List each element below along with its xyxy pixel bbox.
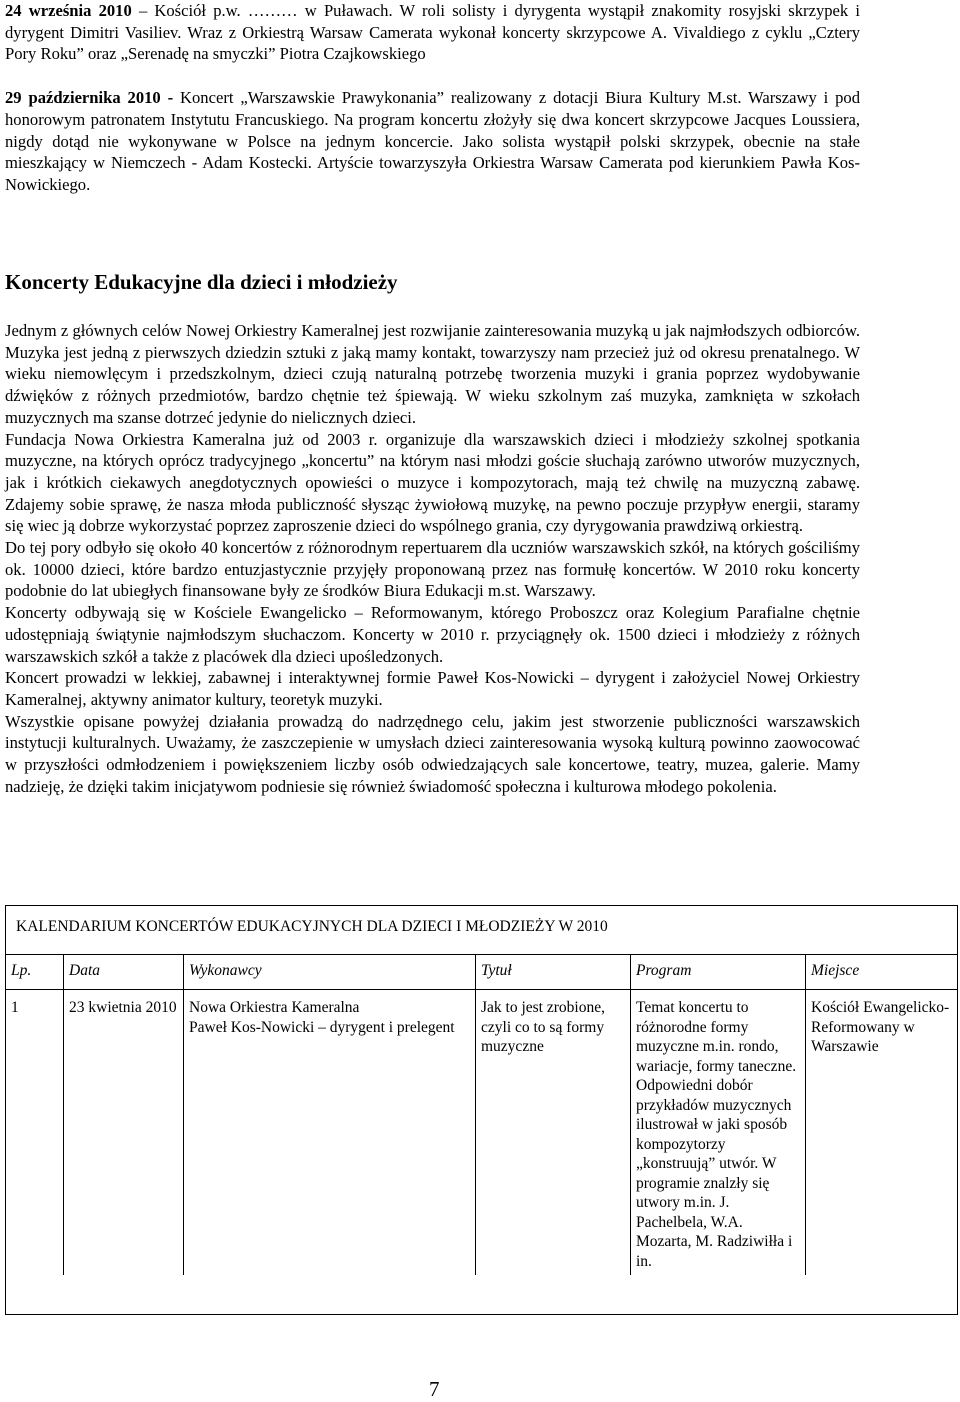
- paragraph: Jednym z głównych celów Nowej Orkiestry Kameralnej jest rozwijanie zainteresowania muzyką u jak najmłodszych odbiorców. Muzyka jest jedną z pierwszych dziedzin sztuki z jaką mamy kontakt, towarzyszy nam przecież już od okresu prenatalnego. W wieku niemowlęcym i przedszkolnym, dzieci czują naturalną potrzebę tworzenia muzyki i grania poprzez wydobywanie dźwięków z różnych przedmiotów, bardzo chętnie też śpiewają. W wieku szkolnym zaś muzyka, zamknięta w szkołach muzycznych ma szanse dotrzeć jedynie do nielicznych dzieci.: [5, 321, 860, 427]
- header-date: Data: [64, 955, 184, 990]
- concert-date: 29 października 2010 -: [5, 88, 174, 108]
- paragraph: Koncerty odbywają się w Kościele Ewangelicko – Reformowanym, którego Proboszcz oraz Kolegium Parafialne chętnie udostępniają świątynie najmłodszym słuchaczom. Koncerty w 2010 r. przyciągnęły ok. 1500 dzieci i młodzieży z różnych warszawskich szkół a także z placówek dla dzieci upośledzonych.: [5, 603, 860, 666]
- calendar-box: [5, 905, 958, 1315]
- concert-date: 24 września 2010: [5, 1, 132, 20]
- performer-line: Paweł Kos-Nowicki – dyrygent i prelegent: [189, 1018, 455, 1036]
- cell-date: 23 kwietnia 2010: [64, 990, 184, 1276]
- paragraph: Fundacja Nowa Orkiestra Kameralna już od 2003 r. organizuje dla warszawskich dzieci i młodzieży szkolnej spotkania muzyczne, na których oprócz tradycyjnego „koncertu” na którym nasi młodzi goście słuchają zarówno utworów muzycznych, jak i krótkich ciekawych anegdotycznych opowieści o muzyce i kompozytorach, mają też chwilę na muzyczną zabawę. Zdajemy sobie sprawę, że nasza młoda publiczność słysząc żywiołową muzykę, na pewno poczuje przypływ energii, staramy się wiec ją dobrze wykorzystać poprzez zaproszenie dzieci do wspólnego grania, czy dyrygowania prawdziwą orkiestrą.: [5, 429, 860, 536]
- concert-entry-vivaldi: [5, 0, 860, 65]
- header-place: Miejsce: [806, 955, 958, 990]
- concert-description: – Kościół p.w. ……… w Puławach. W roli solisty i dyrygenta wystąpił znakomity rosyjski skrzypek i dyrygent Dimitri Vasiliev. Wraz z Orkiestrą Warsaw Camerata wykonał koncerty skrzypcowe A. Vivaldiego z cyklu „Cztery Pory Roku” oraz „Serenadę na smyczki” Piotra Czajkowskiego: [5, 1, 860, 64]
- concert-list-top: [5, 0, 860, 196]
- section-heading: Koncerty Edukacyjne dla dzieci i młodzieży: [5, 270, 398, 294]
- education-section-body: [5, 320, 860, 797]
- performer-line: Nowa Orkiestra Kameralna: [189, 999, 360, 1016]
- paragraph: Wszystkie opisane powyżej działania prowadzą do nadrzędnego celu, jakim jest stworzenie publiczności warszawskich instytucji kulturalnych. Uważamy, że zaszczepienie w umysłach dzieci zainteresowania wysoką kulturą powinno zaowocować w przyszłości odmłodzeniem i powiększeniem liczby osób odwiedzających sale koncertowe, teatry, muzea, galerie. Mamy nadzieję, że dzięki takim inicjatywom podniesie się również świadomość społeczna i kulturowa młodego pokolenia.: [5, 711, 860, 796]
- header-title: Tytuł: [476, 955, 631, 990]
- cell-program: Temat koncertu to różnorodne formy muzyczne m.in. rondo, wariacje, formy taneczne. Odpowiedni dobór przykładów muzycznych ilustrował w jaki sposób kompozytorzy „konstruują” utwór. W programie znalzły się utwory m.in. J. Pachelbela, W.A. Mozarta, M. Radziwiłła i in.: [631, 990, 806, 1276]
- calendar-table: [6, 954, 957, 1275]
- cell-title: Jak to jest zrobione, czyli co to są formy muzyczne: [476, 990, 631, 1276]
- cell-performers: [184, 990, 476, 1276]
- concert-description: Koncert „Warszawskie Prawykonania” realizowany z dotacji Biura Kultury M.st. Warszawy i pod honorowym patronatem Instytutu Francuskiego. Na program koncertu złożyły się dwa koncert skrzypcowe Jacques Loussiera, nigdy dotąd nie wykonywane w Polsce na jednym koncercie. Jako solista wystąpił polski skrzypek, obecnie na stałe mieszkający w Niemczech - Adam Kostecki. Artyście towarzyszyła Orkiestra Warsaw Camerata pod kierunkiem Pawła Kos-Nowickiego.: [5, 88, 860, 194]
- table-row: [6, 990, 957, 1276]
- paragraph: Do tej pory odbyło się około 40 koncertów z różnorodnym repertuarem dla uczniów warszawskich szkół, na których gościliśmy ok. 10000 dzieci, które bardzo entuzjastycznie przyjęły proponowaną przez nas formułę koncertów. W 2010 roku koncerty podobnie do lat ubiegłych finansowane były ze środków Biura Edukacji m.st. Warszawy.: [5, 538, 860, 601]
- table-header-row: [6, 955, 957, 990]
- header-performers: Wykonawcy: [184, 955, 476, 990]
- cell-place: Kościół Ewangelicko-Reformowany w Warszawie: [806, 990, 958, 1276]
- header-program: Program: [631, 955, 806, 990]
- cell-lp: 1: [6, 990, 64, 1276]
- header-lp: Lp.: [6, 955, 64, 990]
- paragraph: Koncert prowadzi w lekkiej, zabawnej i interaktywnej formie Paweł Kos-Nowicki – dyrygent i założyciel Nowej Orkiestry Kameralnej, aktywny animator kultury, teoretyk muzyki.: [5, 668, 860, 709]
- page-number: 7: [429, 1377, 440, 1401]
- concert-entry-prawykonania: [5, 87, 860, 196]
- calendar-title: KALENDARIUM KONCERTÓW EDUKACYJNYCH DLA DZIECI I MŁODZIEŻY W 2010: [16, 918, 608, 935]
